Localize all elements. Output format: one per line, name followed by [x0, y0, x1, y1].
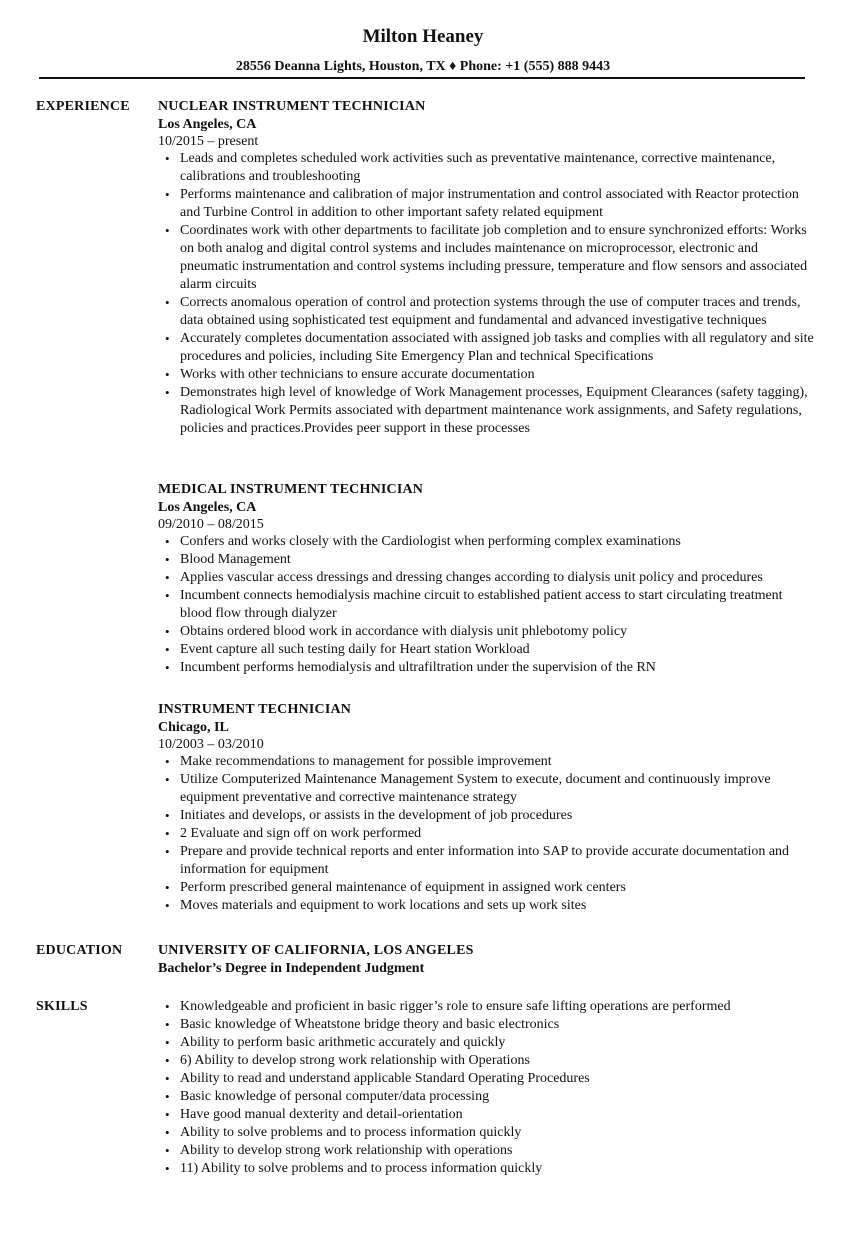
job-dates: 10/2003 – 03/2010: [158, 737, 264, 752]
contact-line: 28556 Deanna Lights, Houston, TX ♦ Phone: +1 (555) 888 9443: [235, 59, 611, 74]
list-item: • 2 Evaluate and sign off on work performed: [158, 825, 814, 843]
list-item: • Performs maintenance and calibration of major instrumentation and control associated with Reactor protection and Turbine Control in addition to other important safety related equipment: [158, 186, 814, 222]
skills-entry: [158, 998, 818, 1178]
list-item: • Moves materials and equipment to work locations and sets up work sites: [158, 897, 814, 915]
list-item: • Demonstrates high level of knowledge of Work Management processes, Equipment Clearances (safety tagging), Radiological Work Permits associated with department maintenance work assignments, and Safety regulations, policies and practices.Provides peer support in these processes: [158, 384, 814, 438]
list-item: • Leads and completes scheduled work activities such as preventative maintenance, corrective maintenance, calibrations and troubleshooting: [158, 150, 814, 186]
job-location: Los Angeles, CA: [158, 117, 257, 132]
list-item: • Applies vascular access dressings and dressing changes according to dialysis unit policy and procedures: [158, 569, 814, 587]
skills-list: [158, 998, 818, 1178]
list-item: • 11) Ability to solve problems and to process information quickly: [158, 1160, 814, 1178]
school-name: UNIVERSITY OF CALIFORNIA, LOS ANGELES: [158, 943, 474, 958]
candidate-name: Milton Heaney: [362, 26, 484, 47]
degree: Bachelor’s Degree in Independent Judgment: [158, 961, 425, 976]
job-bullets: [158, 150, 818, 438]
job-title: NUCLEAR INSTRUMENT TECHNICIAN: [158, 99, 426, 114]
list-item: • Have good manual dexterity and detail-orientation: [158, 1106, 814, 1124]
job-bullets: [158, 533, 818, 677]
list-item: • Event capture all such testing daily for Heart station Workload: [158, 641, 814, 659]
job-dates: 09/2010 – 08/2015: [158, 517, 264, 532]
list-item: • Basic knowledge of Wheatstone bridge theory and basic electronics: [158, 1016, 814, 1034]
job-title: INSTRUMENT TECHNICIAN: [158, 702, 352, 717]
list-item: • Perform prescribed general maintenance of equipment in assigned work centers: [158, 879, 814, 897]
header-divider: [39, 77, 805, 79]
job-title: MEDICAL INSTRUMENT TECHNICIAN: [158, 482, 424, 497]
job-location: Chicago, IL: [158, 720, 229, 735]
list-item: • Works with other technicians to ensure accurate documentation: [158, 366, 814, 384]
list-item: • Initiates and develops, or assists in the development of job procedures: [158, 807, 814, 825]
list-item: • Incumbent performs hemodialysis and ultrafiltration under the supervision of the RN: [158, 659, 814, 677]
experience-heading: EXPERIENCE: [36, 99, 130, 114]
list-item: • Confers and works closely with the Cardiologist when performing complex examinations: [158, 533, 814, 551]
job-entry: [158, 98, 818, 438]
list-item: • Make recommendations to management for possible improvement: [158, 753, 814, 771]
education-entry: [158, 942, 818, 978]
list-item: • Obtains ordered blood work in accordance with dialysis unit phlebotomy policy: [158, 623, 814, 641]
list-item: • Ability to perform basic arithmetic accurately and quickly: [158, 1034, 814, 1052]
list-item: • Accurately completes documentation associated with assigned job tasks and complies with all regulatory and site procedures and policies, including Site Emergency Plan and technical Specifications: [158, 330, 814, 366]
list-item: • Corrects anomalous operation of control and protection systems through the use of computer traces and trends, data obtained using sophisticated test equipment and fundamental and advanced investigative techniques: [158, 294, 814, 330]
job-location: Los Angeles, CA: [158, 500, 257, 515]
job-entry: [158, 701, 818, 915]
list-item: • Ability to develop strong work relationship with operations: [158, 1142, 814, 1160]
list-item: • Incumbent connects hemodialysis machine circuit to established patient access to start circulating treatment blood flow through dialyzer: [158, 587, 814, 623]
list-item: • Ability to read and understand applicable Standard Operating Procedures: [158, 1070, 814, 1088]
skills-heading: SKILLS: [36, 999, 88, 1014]
list-item: • Utilize Computerized Maintenance Management System to execute, document and continuously improve equipment preventative and corrective maintenance strategy: [158, 771, 814, 807]
list-item: • Basic knowledge of personal computer/data processing: [158, 1088, 814, 1106]
list-item: • Blood Management: [158, 551, 814, 569]
list-item: • Coordinates work with other departments to facilitate job completion and to ensure synchronized efforts: Works on both analog and digital control systems and includes maintenance on microprocessor, electronic and pneumatic instrumentation and control systems including pressure, temperature and flow sensors and associated alarm circuits: [158, 222, 814, 294]
list-item: • Knowledgeable and proficient in basic rigger’s role to ensure safe lifting operations are performed: [158, 998, 814, 1016]
job-entry: [158, 481, 818, 677]
list-item: • Ability to solve problems and to process information quickly: [158, 1124, 814, 1142]
list-item: • Prepare and provide technical reports and enter information into SAP to provide accurate documentation and information for equipment: [158, 843, 814, 879]
job-dates: 10/2015 – present: [158, 134, 259, 149]
list-item: • 6) Ability to develop strong work relationship with Operations: [158, 1052, 814, 1070]
job-bullets: [158, 753, 818, 915]
education-heading: EDUCATION: [36, 943, 123, 958]
